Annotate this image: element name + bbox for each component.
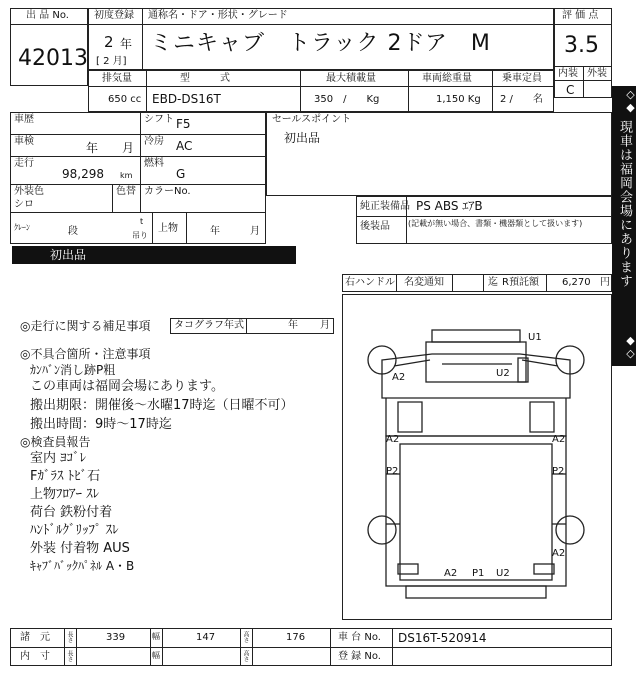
chassis-number: DS16T-520914	[398, 631, 487, 645]
until-label: 迄	[488, 277, 498, 288]
crane-on-label: 上物	[158, 223, 178, 234]
details-table	[10, 112, 266, 244]
mark-u2: U2	[496, 368, 510, 379]
note-line: ◎不具合箇所・注意事項	[20, 347, 151, 361]
height2-label: 高さ	[242, 650, 249, 662]
recycle-label: R預託額	[502, 277, 539, 288]
reg-month: [ 2 月]	[96, 56, 127, 67]
yen-label: 円	[600, 277, 610, 288]
tacho-month: 月	[320, 320, 330, 331]
model-label: 型 式	[180, 73, 230, 84]
mark-a2: A2	[552, 434, 566, 445]
mark-a2: A2	[386, 434, 400, 445]
interior-dims-label: 内 寸	[20, 651, 50, 662]
mark-a2: A2	[392, 372, 406, 383]
aftermarket-label: 後装品	[360, 221, 390, 232]
width-label: 幅	[152, 632, 160, 641]
fuel-value: G	[176, 167, 186, 181]
mileage-label: 走行	[14, 158, 34, 169]
steering-side: 右ハンドル	[345, 277, 395, 288]
history-label: 車歴	[14, 114, 34, 125]
mark-u1: U1	[528, 332, 542, 343]
reg-year-unit: 年	[120, 37, 133, 51]
recycle-amount: 6,270	[562, 277, 591, 288]
score-value: 3.5	[564, 33, 599, 58]
inspection-label: 車検	[14, 136, 34, 147]
fuel-label: 燃料	[144, 158, 164, 169]
equipment-label: 純正装備品	[360, 201, 410, 212]
capacity: 2 / 名	[500, 94, 543, 105]
ac-label: 冷房	[144, 136, 164, 147]
interior-grade: C	[566, 83, 575, 97]
ac-value: AC	[176, 139, 193, 153]
mark-a2: A2	[552, 548, 566, 559]
payload: 350 / Kg	[314, 94, 380, 105]
color-code-label: カラーNo.	[144, 186, 191, 197]
car-name: ミニキャブ トラック 2ドア M	[150, 31, 491, 56]
note-line: 搬出期限：開催後～水曜17時迄（日曜不可）	[30, 398, 294, 413]
displacement: 650 cc	[108, 94, 142, 105]
note-line: 室内 ﾖｺﾞﾚ	[30, 451, 87, 466]
equipment-value: PS ABS ｴｱB	[416, 199, 483, 213]
mark-a2: A2	[444, 568, 458, 579]
exterior-grade-label: 外装	[587, 68, 607, 79]
first-reg-label: 初度登録	[94, 10, 134, 21]
capacity-label: 乗車定員	[502, 73, 542, 84]
height-value: 176	[286, 632, 306, 643]
mark-u2: U2	[496, 568, 510, 579]
note-line: ﾊﾝﾄﾞﾙｸﾞﾘｯﾌﾟ ｽﾚ	[30, 523, 119, 538]
shift-value: F5	[176, 117, 191, 131]
note-line: この車両は福岡会場にあります。	[30, 379, 224, 394]
ext-color-label: 外装色	[14, 186, 44, 197]
score-label: 評 価 点	[562, 10, 599, 21]
note-line: ◎検査員報告	[20, 435, 91, 449]
mark-p1: P1	[472, 568, 485, 579]
interior-grade-label: 内装	[558, 68, 578, 79]
mark-p2: P2	[386, 466, 399, 477]
color-change-label: 色替	[116, 186, 136, 197]
side-banner-diamonds-top: ◇◆	[624, 88, 637, 114]
note-line: 搬出時間：9時～17時迄	[30, 417, 172, 432]
driving-notes-label: ◎走行に関する補足事項	[20, 319, 151, 333]
mileage-unit: km	[120, 171, 133, 180]
lot-label: 出 品 No.	[26, 10, 69, 21]
inspection-value: 年 月	[86, 141, 135, 155]
side-banner-text: 現車は福岡会場にあります	[617, 120, 632, 288]
truck-diagram	[342, 294, 612, 620]
crane-year: 年	[210, 226, 220, 237]
crane-lift: 吊り	[132, 231, 148, 240]
shift-label: シフト	[144, 114, 174, 125]
model-code: EBD-DS16T	[152, 92, 221, 106]
crane-t: t	[140, 217, 144, 226]
crane-label: ｸﾚｰﾝ	[14, 223, 30, 232]
tacho-label: タコグラフ年式	[174, 320, 244, 331]
note-line: ｷｬﾌﾞﾊﾞｯｸﾊﾟﾈﾙ A・B	[30, 559, 135, 573]
width2-label: 幅	[152, 651, 160, 660]
gross-weight: 1,150 Kg	[436, 94, 481, 105]
ext-color: シロ	[14, 199, 34, 210]
name-label: 通称名・ドア・形状・グレード	[148, 10, 288, 21]
displacement-label: 排気量	[102, 73, 132, 84]
crane-stage: 段	[68, 226, 78, 237]
name-change-label: 名変通知	[404, 277, 444, 288]
lot-number: 42013	[18, 46, 88, 71]
length-value: 339	[106, 632, 126, 643]
reg-year: 2	[104, 33, 114, 51]
reg-number-label: 登 録 No.	[338, 651, 381, 662]
gross-weight-label: 車両総重量	[422, 73, 472, 84]
note-line: Fｶﾞﾗｽ ﾄﾋﾞ石	[30, 469, 101, 484]
payload-label: 最大積載量	[326, 73, 376, 84]
sales-point-label: セールスポイント	[272, 114, 352, 125]
chassis-label: 車 台 No.	[338, 632, 381, 643]
length2-label: 長さ	[66, 650, 73, 662]
length-label: 長さ	[66, 631, 73, 643]
name-change-box	[452, 274, 484, 292]
side-banner-diamonds-bottom: ◆◇	[624, 334, 637, 360]
mileage-value: 98,298	[62, 167, 104, 181]
note-line: 上物ﾌﾛｱｰ ｽﾚ	[30, 487, 100, 502]
crane-month: 月	[250, 226, 260, 237]
width-value: 147	[196, 632, 216, 643]
tacho-year: 年	[288, 320, 298, 331]
aftermarket-note: (記載が無い場合、書類・機器類として扱います)	[408, 219, 583, 228]
note-line: 外装 付着物 AUS	[30, 541, 130, 556]
sales-point-text: 初出品	[284, 131, 321, 145]
note-line: 荷台 鉄粉付着	[30, 505, 113, 520]
first-listing-badge: 初出品	[12, 246, 296, 264]
height-label: 高さ	[242, 631, 249, 643]
dims-label: 諸 元	[20, 632, 50, 643]
note-line: ｶﾝﾊﾞﾝ消し跡P粗	[30, 363, 116, 377]
mark-p2: P2	[552, 466, 565, 477]
